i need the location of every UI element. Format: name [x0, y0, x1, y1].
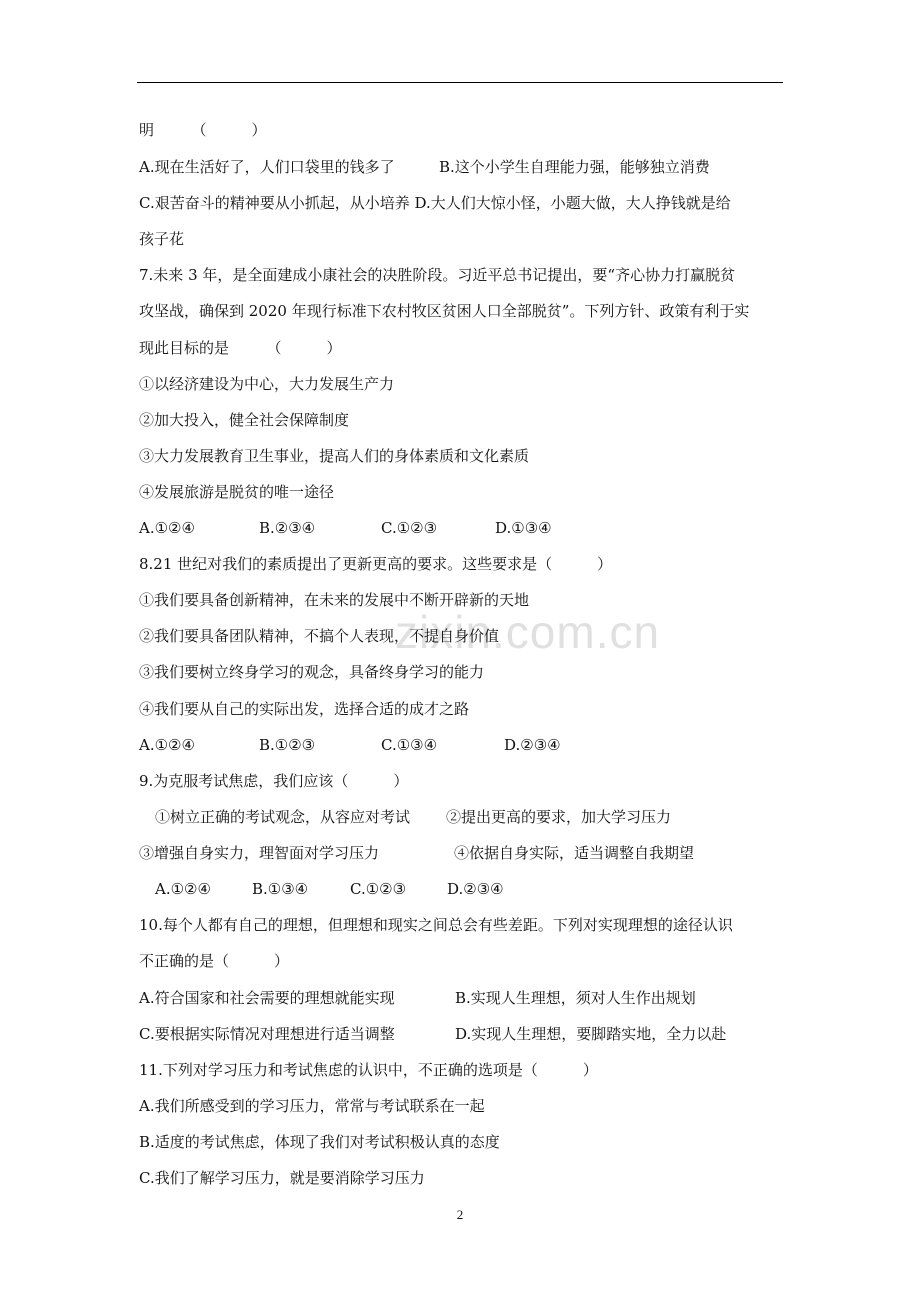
option-b: B.①②③	[259, 736, 316, 754]
statement-4: ④依据自身实际，适当调整自我期望	[454, 844, 695, 862]
option-b: B.这个小学生自理能力强，能够独立消费	[439, 158, 710, 176]
option-a: A.①②④	[139, 736, 195, 754]
text-line: 攻坚战，确保到 2020 年现行标准下农村牧区贫困人口全部脱贫”。下列方针、政策有利于实	[139, 302, 750, 320]
option-c: C.①②③	[350, 880, 407, 898]
text-line: C.艰苦奋斗的精神要从小抓起，从小培养 D.大人们大惊小怪，小题大做，大人挣钱就是给	[139, 194, 731, 212]
option-b: B.②③④	[259, 519, 316, 537]
option-a: A.①②④	[155, 880, 211, 898]
statement-4: ④发展旅游是脱贫的唯一途径	[139, 483, 335, 501]
question-9: 9.为克服考试焦虑，我们应该（ ）	[139, 772, 409, 790]
option-a: A.符合国家和社会需要的理想就能实现	[139, 989, 395, 1007]
text-line: 现此目标的是 （ ）	[139, 339, 342, 357]
option-d: D.②③④	[504, 736, 561, 754]
option-c: C.①②③	[381, 519, 438, 537]
option-c: C.要根据实际情况对理想进行适当调整	[139, 1025, 395, 1043]
option-c: C.①③④	[381, 736, 438, 754]
statement-2: ②加大投入，健全社会保障制度	[139, 411, 350, 429]
statement-3: ③大力发展教育卫生事业，提高人们的身体素质和文化素质	[139, 447, 530, 465]
option-c: C.我们了解学习压力，就是要消除学习压力	[139, 1169, 425, 1187]
option-a: A.现在生活好了，人们口袋里的钱多了	[139, 158, 395, 176]
question-7: 7.未来 3 年，是全面建成小康社会的决胜阶段。习近平总书记提出，要“齐心协力打赢脱贫	[139, 266, 736, 284]
statement-2: ②提出更高的要求，加大学习压力	[446, 808, 672, 826]
option-b: B.①③④	[252, 880, 309, 898]
option-b: B.适度的考试焦虑，体现了我们对考试积极认真的态度	[139, 1133, 500, 1151]
option-d: D.②③④	[447, 880, 504, 898]
option-d: D.实现人生理想，要脚踏实地，全力以赴	[455, 1025, 727, 1043]
statement-2: ②我们要具备团队精神，不搞个人表现，不提自身价值	[139, 627, 500, 645]
text-line: 明 （ ）	[139, 121, 267, 139]
statement-4: ④我们要从自己的实际出发，选择合适的成才之路	[139, 700, 470, 718]
statement-3: ③我们要树立终身学习的观念，具备终身学习的能力	[139, 663, 485, 681]
page-number: 2	[456, 1207, 464, 1222]
option-a: A.我们所感受到的学习压力，常常与考试联系在一起	[139, 1097, 485, 1115]
text-line: 不正确的是（ ）	[139, 952, 290, 970]
option-b: B.实现人生理想，须对人生作出规划	[455, 989, 696, 1007]
option-d: D.①③④	[495, 519, 552, 537]
watermark: zixin.com.cn	[395, 606, 661, 658]
question-11: 11.下列对学习压力和考试焦虑的认识中，不正确的选项是（ ）	[139, 1061, 598, 1079]
header-rule	[137, 82, 783, 83]
question-10: 10.每个人都有自己的理想，但理想和现实之间总会有些差距。下列对实现理想的途径认识	[139, 916, 733, 934]
option-a: A.①②④	[139, 519, 195, 537]
statement-1: ①树立正确的考试观念，从容应对考试	[155, 808, 411, 826]
statement-1: ①我们要具备创新精神，在未来的发展中不断开辟新的天地	[139, 591, 530, 609]
statement-1: ①以经济建设为中心，大力发展生产力	[139, 375, 395, 393]
question-8: 8.21 世纪对我们的素质提出了更新更高的要求。这些要求是（ ）	[139, 555, 613, 573]
statement-3: ③增强自身实力，理智面对学习压力	[139, 844, 380, 862]
text-line: 孩子花	[139, 230, 185, 248]
